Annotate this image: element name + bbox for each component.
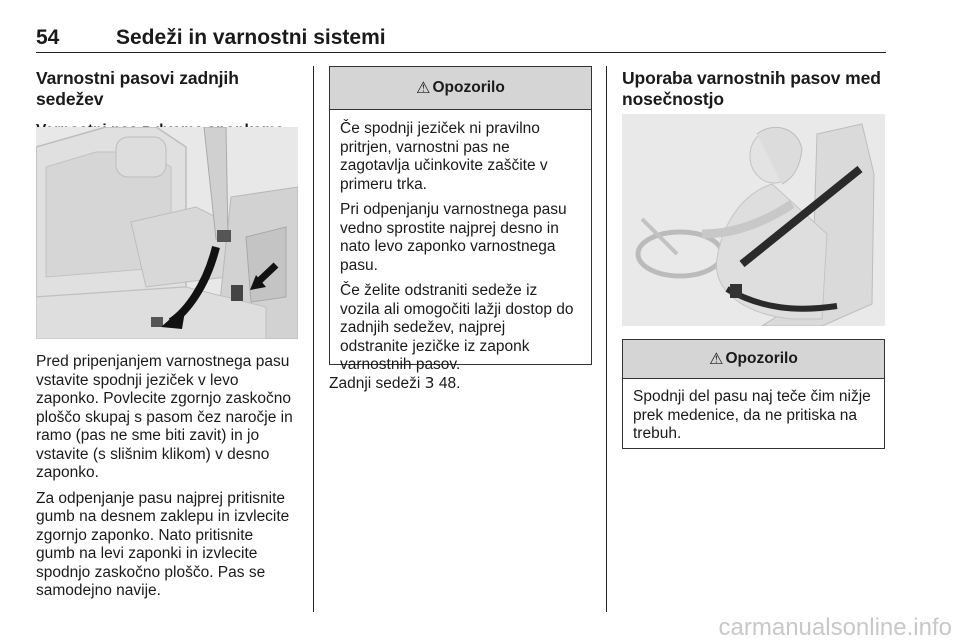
page-number: 54 [36,26,60,49]
column-divider-left [313,66,314,612]
warning-body [623,379,884,444]
right-column [622,68,887,110]
cross-reference[interactable] [329,374,592,394]
warning-box-pregnancy [622,339,885,449]
warning-header [330,67,591,110]
page-title: Sedeži in varnostni sistemi [116,26,386,49]
warning-title: Opozorilo [432,79,505,96]
warning-title: Opozorilo [725,350,798,367]
warning-paragraph-2: Pri odpenjanju varnostnega pasu vedno sprostite najprej desno in nato levo zaponko varnostnega pasu. [340,201,567,274]
rear-seat-belt-illustration [36,127,298,339]
warning-paragraph: Spodnji del pasu naj teče čim nižje prek medenice, da ne pritiska na trebuh. [633,388,871,442]
crossref-page[interactable]: 48. [438,375,461,392]
pregnancy-heading: Uporaba varnostnih pasov med nosečnostjo [622,68,881,109]
warning-paragraph-1: Če spodnji jeziček ni pravilno pritrjen, varnostni pas ne zagotavlja učinkovite zaščite v primeru trka. [340,120,548,193]
body-paragraph-fastening: Pred pripenjanjem varnostnega pasu vstavite spodnji jeziček v levo zaponko. Povlecite zgornjo zaskočno ploščo skupaj s pasom čez naročje in ramo (pas ne sme biti zavit) in jo vstavite (s slišnim klikom) v desno zaponko. [36,353,293,481]
warning-paragraph-3: Če želite odstraniti sedeže iz vozila ali omogočiti lažji dostop do zadnjih sedežev, najprej odstranite jezičke iz zaponk varnostnih pasov. [340,282,574,373]
warning-triangle-icon: ⚠ [709,351,724,368]
page-header [36,22,886,53]
warning-body [330,110,591,375]
pregnancy-belt-illustration [622,114,885,326]
watermark: carmanualsonline.info [718,614,952,641]
section-heading: Varnostni pasovi zadnjih sedežev [36,68,239,109]
warning-header [623,340,884,379]
body-paragraph-unfastening: Za odpenjanje pasu najprej pritisnite gumb na desnem zaklepu in izvlecite zgornjo zaponko. Nato pritisnite gumb na levi zaponki in izvlecite spodnjo zaskočno ploščo. Pas se samodejno navije. [36,489,290,599]
page-reference-icon: 3 [424,374,435,392]
column-divider-right [606,66,607,612]
crossref-text: Zadnji sedeži [329,375,421,392]
warning-box-buckle [329,66,592,373]
left-column-text [36,353,306,601]
warning-triangle-icon: ⚠ [416,80,431,97]
